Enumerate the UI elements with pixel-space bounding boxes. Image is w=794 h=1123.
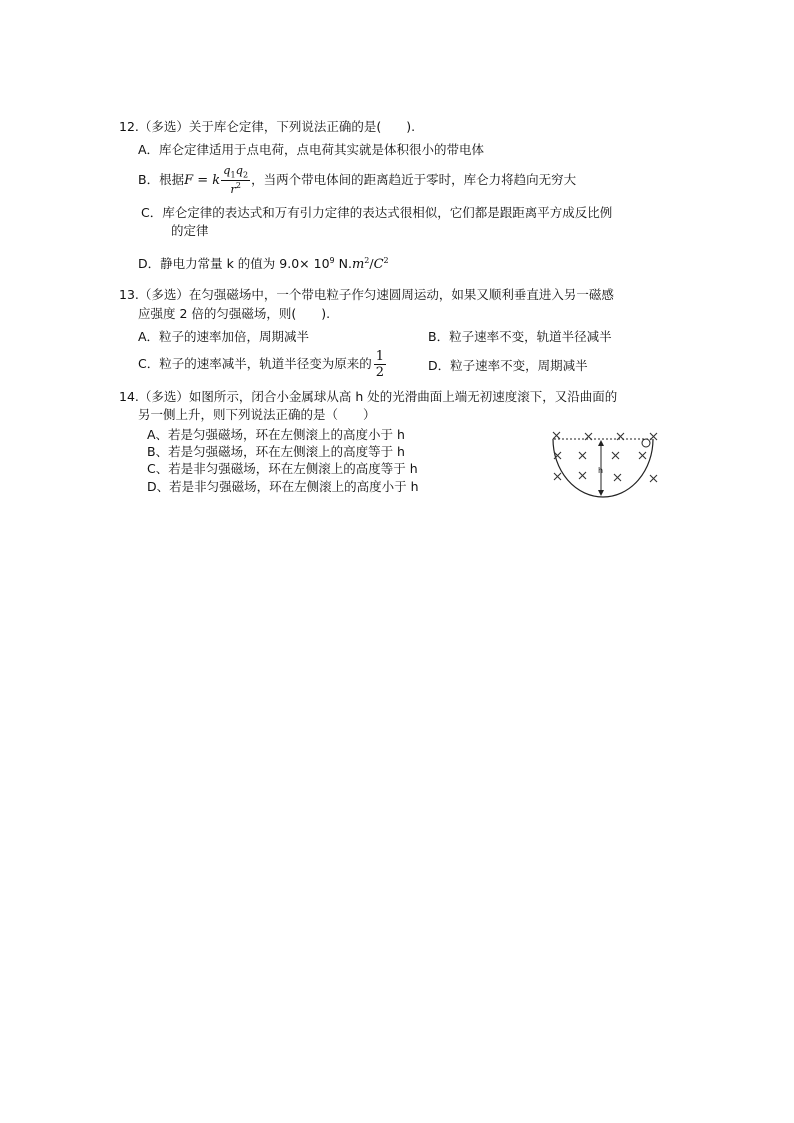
formula-r-symbol: r	[230, 182, 236, 197]
field-cross-marker	[585, 433, 592, 440]
q12-stem: 12.（多选）关于库仑定律，下列说法正确的是( ).	[119, 119, 416, 134]
field-cross-marker	[579, 472, 586, 479]
formula-fraction	[221, 165, 250, 196]
field-cross-marker	[553, 432, 560, 439]
q12-option-d-prefix: D．静电力常量 k 的值为 9.0× 10	[138, 256, 330, 272]
q14-option-c: C、若是非匀强磁场，环在左侧滚上的高度等于 h	[147, 461, 418, 476]
coulomb-formula	[184, 163, 251, 197]
field-cross-marker	[554, 473, 561, 480]
q12-option-d-slash: /	[369, 256, 374, 272]
q12-option-b	[138, 165, 576, 196]
q12-option-d-unit: N.	[334, 256, 352, 272]
q13-stem-line1: 13.（多选）在匀强磁场中，一个带电粒子作匀速圆周运动，如果又顺利垂直进入另一磁感	[119, 287, 614, 302]
formula-k: k	[212, 172, 221, 188]
field-cross-marker	[639, 452, 646, 459]
field-cross-marker	[614, 474, 621, 481]
q12-option-d-m: m	[351, 257, 365, 273]
q14-option-b: B、若是匀强磁场，环在左侧滚上的高度等于 h	[147, 444, 405, 459]
q14-option-a: A、若是匀强磁场，环在左侧滚上的高度小于 h	[147, 427, 405, 442]
q12-option-a: A．库仑定律适用于点电荷，点电荷其实就是体积很小的带电体	[138, 142, 485, 157]
q13-option-c	[138, 350, 388, 379]
one-half-numerator: 1	[375, 349, 385, 364]
q14-option-d: D、若是非匀强磁场，环在左侧滚上的高度小于 h	[147, 479, 419, 494]
field-cross-marker	[612, 452, 619, 459]
q12-option-d-c: C	[373, 257, 384, 273]
formula-r-exponent: 2	[235, 181, 241, 191]
q12-option-c-line1: C．库仑定律的表达式和万有引力定律的表达式很相似，它们都是跟距离平方成反比例	[141, 205, 613, 220]
formula-equals: =	[193, 172, 213, 188]
height-label: h	[598, 466, 604, 475]
q12-option-b-suffix: ，当两个带电体间的距离趋近于零时，库仑力将趋向无穷大	[251, 171, 577, 187]
q12-option-d	[138, 256, 389, 273]
q14-stem-line1: 14.（多选）如图所示，闭合小金属球从高 h 处的光滑曲面上端无初速度滚下，又沿曲面的	[119, 389, 618, 404]
magnetic-field-track-figure	[548, 426, 668, 502]
formula-q1-symbol: q	[223, 163, 231, 177]
formula-denominator	[221, 181, 250, 195]
formula-f: F	[184, 172, 194, 188]
q12-option-d-exponent: 9	[329, 256, 335, 265]
q13-option-d: D．粒子速率不变，周期减半	[428, 358, 588, 373]
field-cross-marker	[579, 452, 586, 459]
field-markers	[553, 432, 657, 482]
one-half-fraction	[374, 350, 386, 379]
field-cross-marker	[617, 433, 624, 440]
formula-numerator	[221, 165, 250, 181]
q12-option-c-line2: 的定律	[171, 223, 209, 238]
q12-option-d-c-exponent: 2	[383, 256, 389, 265]
formula-q2-symbol: q	[235, 163, 244, 177]
one-half-denominator: 2	[375, 365, 385, 380]
q13-stem-line2: 应强度 2 倍的匀强磁场，则( ).	[138, 306, 331, 321]
field-cross-marker	[650, 433, 657, 440]
formula-q2-subscript: 2	[243, 170, 249, 180]
field-cross-marker	[650, 475, 657, 482]
formula-q1-subscript: 1	[230, 170, 236, 180]
q13-option-a: A．粒子的速率加倍，周期减半	[138, 329, 310, 344]
metal-ball	[642, 439, 650, 447]
q12-option-b-prefix: B．根据	[138, 171, 185, 187]
q13-option-b: B．粒子速率不变，轨道半径减半	[428, 329, 612, 344]
q12-option-d-m-exponent: 2	[364, 256, 370, 265]
q13-option-c-text: C．粒子的速率减半，轨道半径变为原来的	[138, 356, 372, 371]
q14-stem-line2: 另一侧上升，则下列说法正确的是（ ）	[138, 407, 376, 422]
